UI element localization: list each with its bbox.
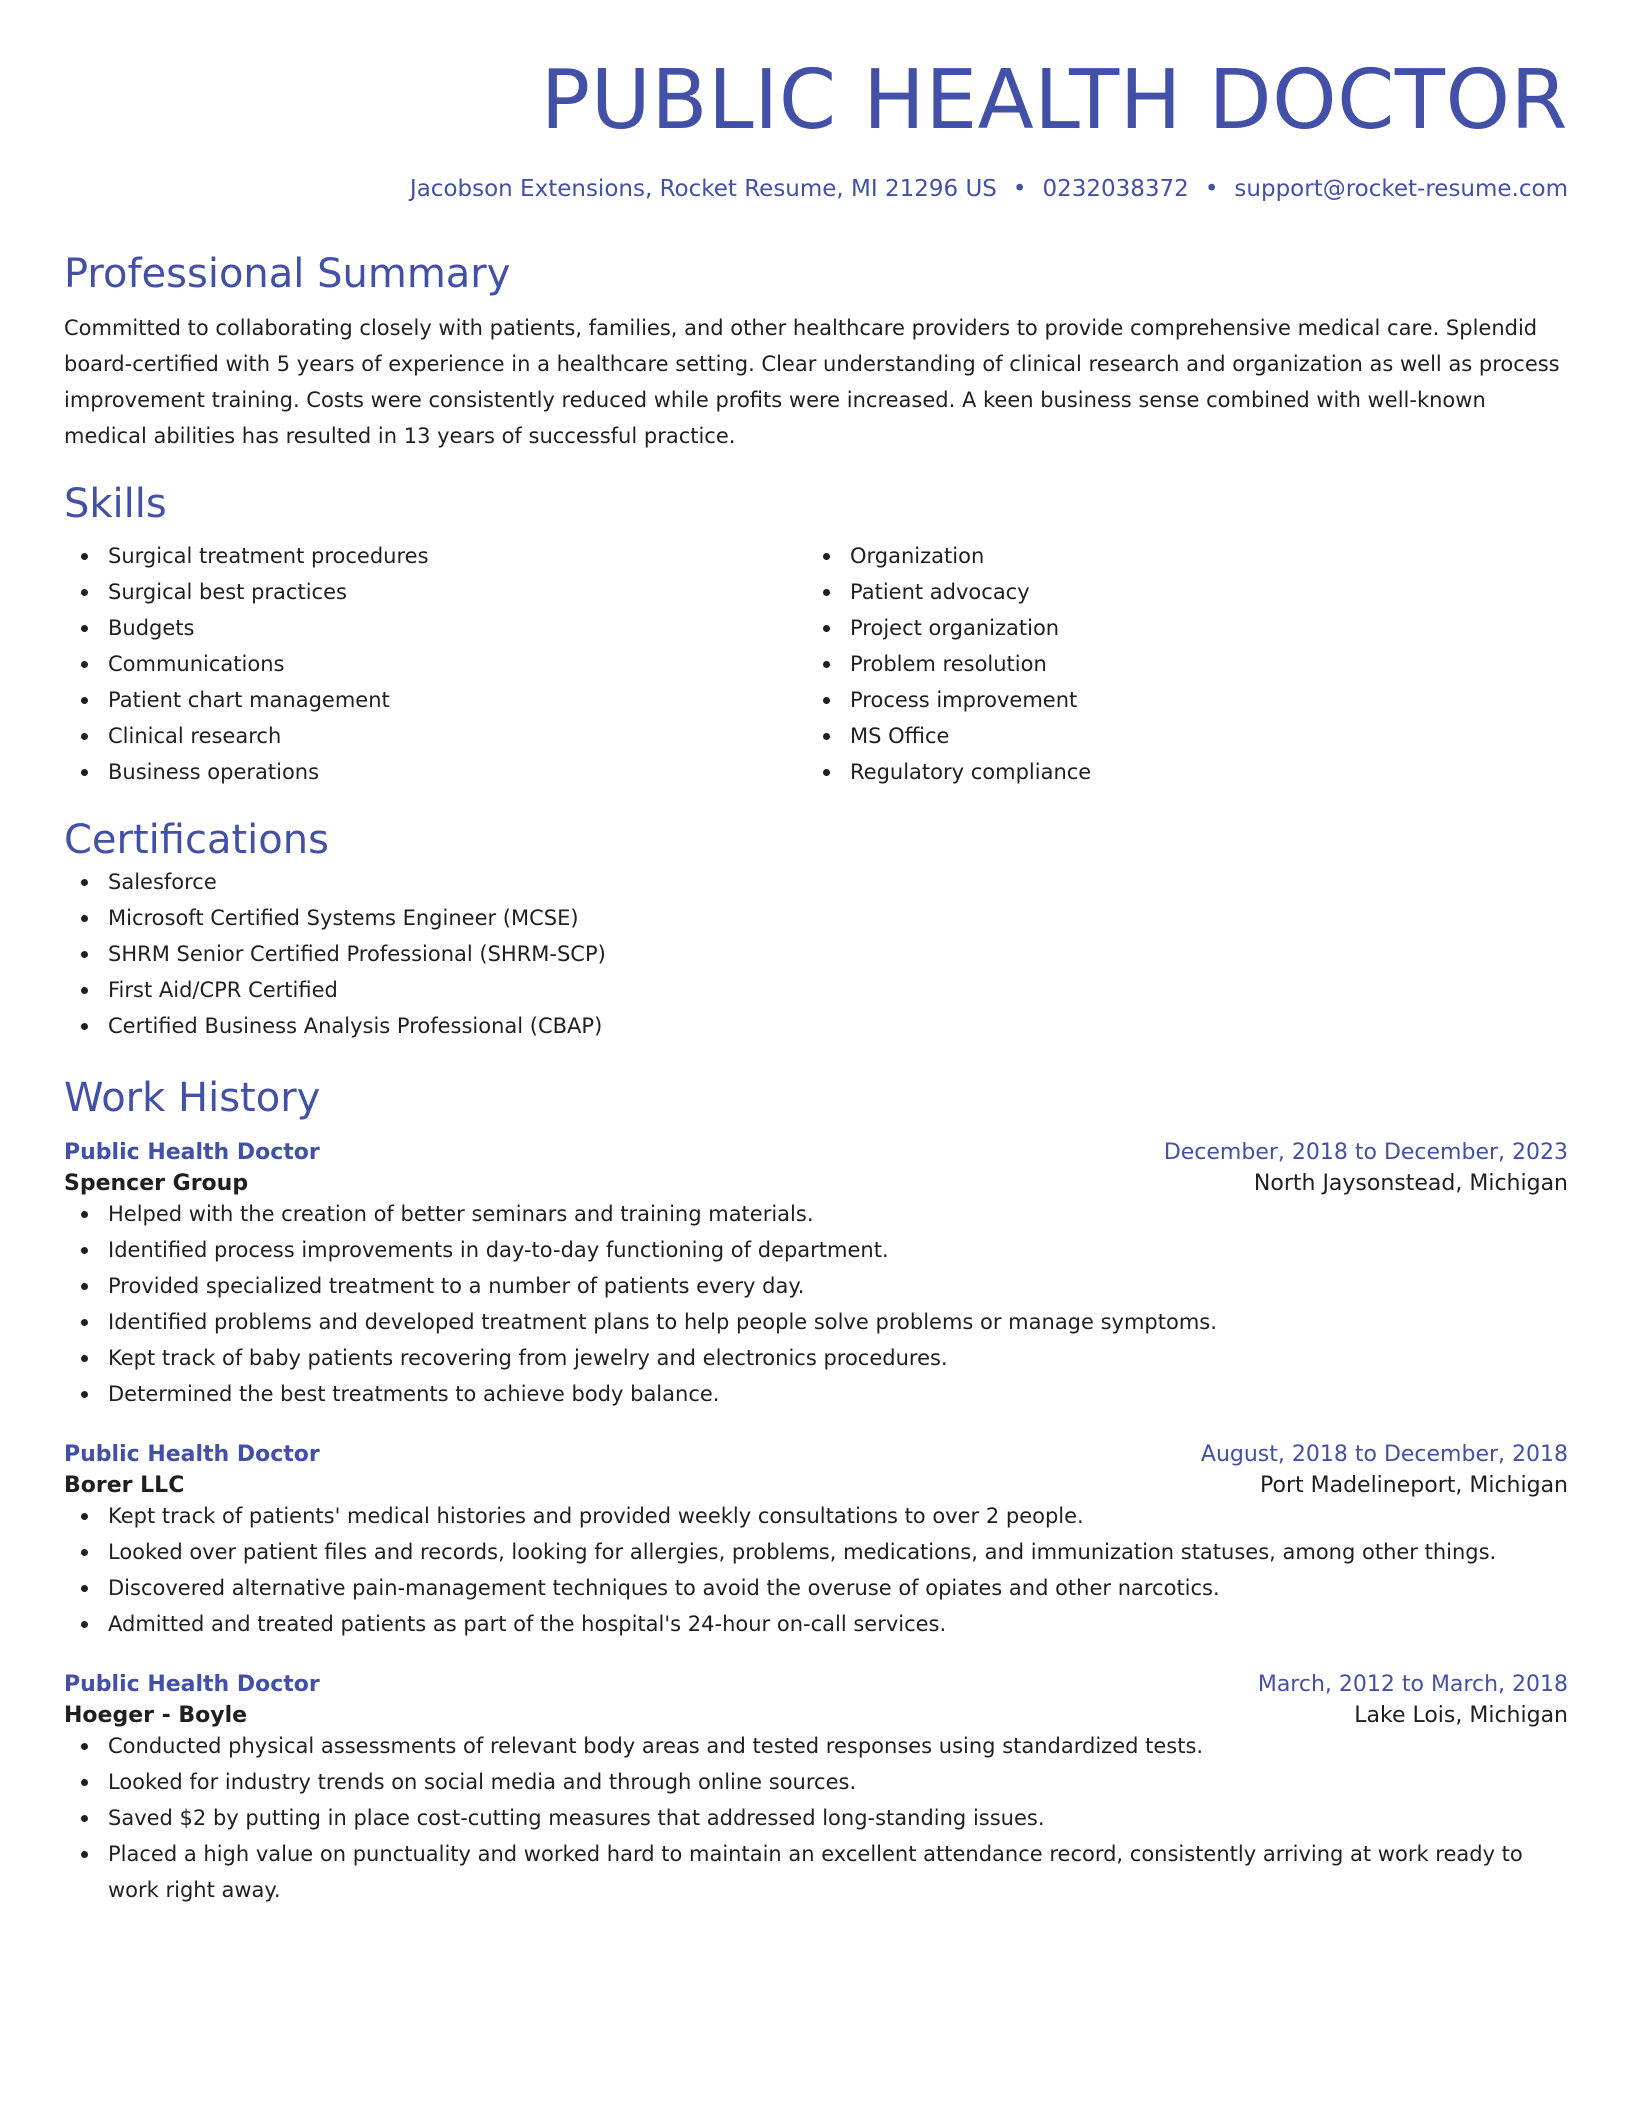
job-bullet: Discovered alternative pain-management techniques to avoid the overuse of opiates and other narcotics. [64,1570,1568,1606]
skill-item: Project organization [806,610,1548,646]
job-dates: March, 2012 to March, 2018 [1257,1672,1568,1697]
contact-phone: 0232038372 [1042,176,1189,202]
certification-item: First Aid/CPR Certified [64,972,1568,1008]
job-bullet: Determined the best treatments to achieve body balance. [64,1376,1568,1412]
skill-item: Organization [806,538,1548,574]
job-location: North Jaysonstead, Michigan [1253,1171,1568,1196]
job-bullet: Kept track of baby patients recovering from jewelry and electronics procedures. [64,1340,1568,1376]
skills-heading: Skills [64,481,167,527]
skill-item: Communications [64,646,806,682]
skill-item: Clinical research [64,718,806,754]
skill-item: Problem resolution [806,646,1548,682]
certification-item: Certified Business Analysis Professional (CBAP) [64,1008,1568,1044]
job-location: Port Madelineport, Michigan [1260,1473,1568,1498]
skill-item: Process improvement [806,682,1548,718]
job-entry [64,1442,1568,1642]
job-bullets [64,1728,1568,1908]
contact-email[interactable]: support@rocket-resume.com [1234,176,1568,202]
certifications-list [64,864,1568,1044]
skills-list-left [64,538,806,790]
job-dates: December, 2018 to December, 2023 [1163,1140,1568,1165]
contact-separator: • [1204,176,1219,202]
job-entry [64,1140,1568,1412]
certification-item: Salesforce [64,864,1568,900]
job-bullet: Kept track of patients' medical histories and provided weekly consultations to over 2 people. [64,1498,1568,1534]
job-bullet: Provided specialized treatment to a number of patients every day. [64,1268,1568,1304]
skill-item: Surgical best practices [64,574,806,610]
job-header-row [64,1140,1568,1165]
job-bullet: Helped with the creation of better seminars and training materials. [64,1196,1568,1232]
contact-line [64,176,1568,202]
skills-grid [64,538,1568,790]
job-bullets [64,1498,1568,1642]
job-company-row [64,1171,1568,1196]
resume-name: PUBLIC HEALTH DOCTOR [540,53,1568,148]
job-bullet: Looked over patient files and records, looking for allergies, problems, medications, and immunization statuses, among other things. [64,1534,1568,1570]
job-bullet: Identified process improvements in day-to-day functioning of department. [64,1232,1568,1268]
job-company-row [64,1473,1568,1498]
job-bullet: Admitted and treated patients as part of the hospital's 24-hour on-call services. [64,1606,1568,1642]
contact-address: Jacobson Extensions, Rocket Resume, MI 21296 US [409,176,997,202]
contact-separator: • [1012,176,1027,202]
summary-heading: Professional Summary [64,251,511,297]
job-location: Lake Lois, Michigan [1354,1703,1568,1728]
summary-text: Committed to collaborating closely with patients, families, and other healthcare providers to provide comprehensive medical care. Splendid board-certified with 5 years of experience in a healthcare setting. Clear understanding of clinical research and organization as well as process improvement training. Costs were consistently reduced while profits were increased. A keen business sense combined with well-known medical abilities has resulted in 13 years of successful practice. [64,316,1560,448]
job-bullets [64,1196,1568,1412]
job-dates: August, 2018 to December, 2018 [1200,1442,1568,1467]
job-title: Public Health Doctor [64,1442,320,1467]
job-bullet: Conducted physical assessments of relevant body areas and tested responses using standardized tests. [64,1728,1568,1764]
job-company: Borer LLC [64,1473,185,1498]
certification-item: SHRM Senior Certified Professional (SHRM-SCP) [64,936,1568,972]
job-bullet: Placed a high value on punctuality and worked hard to maintain an excellent attendance record, consistently arriving at work ready to work right away. [64,1836,1568,1908]
certification-item: Microsoft Certified Systems Engineer (MCSE) [64,900,1568,936]
job-bullet: Looked for industry trends on social media and through online sources. [64,1764,1568,1800]
work-history-heading: Work History [64,1075,321,1121]
certifications-heading: Certifications [64,817,329,863]
skill-item: MS Office [806,718,1548,754]
skill-item: Patient chart management [64,682,806,718]
job-header-row [64,1672,1568,1697]
job-title: Public Health Doctor [64,1672,320,1697]
skill-item: Surgical treatment procedures [64,538,806,574]
skill-item: Business operations [64,754,806,790]
job-header-row [64,1442,1568,1467]
job-company: Hoeger - Boyle [64,1703,248,1728]
skill-item: Patient advocacy [806,574,1548,610]
skill-item: Regulatory compliance [806,754,1548,790]
job-company-row [64,1703,1568,1728]
job-entry [64,1672,1568,1908]
skill-item: Budgets [64,610,806,646]
skills-list-right [806,538,1548,790]
job-company: Spencer Group [64,1171,249,1196]
job-title: Public Health Doctor [64,1140,320,1165]
job-bullet: Identified problems and developed treatment plans to help people solve problems or manage symptoms. [64,1304,1568,1340]
job-bullet: Saved $2 by putting in place cost-cutting measures that addressed long-standing issues. [64,1800,1568,1836]
